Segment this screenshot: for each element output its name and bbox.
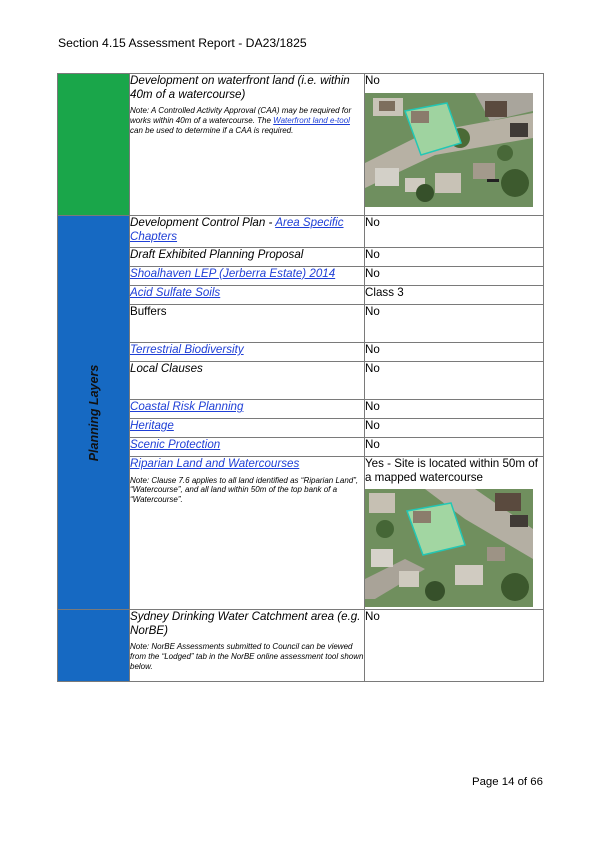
acid-cell: [130, 286, 365, 305]
waterfront-note-text-end: can be used to determine if a CAA is required.: [130, 125, 294, 135]
page-number: Page 14 of 66: [472, 776, 543, 788]
table-row: [58, 216, 544, 248]
terrestrial-biodiversity-link[interactable]: Terrestrial Biodiversity: [130, 343, 244, 356]
acid-sulfate-soils-link[interactable]: Acid Sulfate Soils: [130, 286, 221, 299]
draft-label: [130, 248, 365, 267]
riparian-value: Yes - Site is located within 50m of a mapped watercourse: [365, 457, 538, 484]
waterfront-cell: [130, 74, 365, 216]
table-row: [58, 419, 544, 438]
draft-value: No: [365, 248, 544, 267]
aerial-map-image: [365, 93, 533, 207]
coastal-risk-planning-link[interactable]: Coastal Risk Planning: [130, 400, 244, 413]
table-row: [58, 305, 544, 343]
local-clauses-cell: [130, 362, 365, 400]
waterfront-value: No: [365, 74, 380, 87]
lep-cell: [130, 267, 365, 286]
scenic-protection-link[interactable]: Scenic Protection: [130, 438, 221, 451]
heritage-cell: [130, 419, 365, 438]
buffers-value: No: [365, 305, 544, 343]
heritage-link[interactable]: Heritage: [130, 419, 174, 432]
aerial-map-image: [365, 489, 533, 607]
terrestrial-cell: [130, 343, 365, 362]
scenic-cell: [130, 438, 365, 457]
page-header: Section 4.15 Assessment Report - DA23/1825: [58, 36, 307, 50]
coastal-value: No: [365, 400, 544, 419]
table-row: [58, 248, 544, 267]
waterfront-note-text: Note: A Controlled Activity Approval (CAA) may be required for works within 40m of a watercourse. The: [130, 106, 352, 125]
waterfront-etool-link[interactable]: Waterfront land e-tool: [273, 115, 350, 125]
coastal-cell: [130, 400, 365, 419]
riparian-note: Note: Clause 7.6 applies to all land identified as “Riparian Land”, “Watercourse”, and all land within 50m of the top bank of a “Watercourse”.: [130, 475, 359, 505]
local-clauses-label: Local Clauses: [130, 362, 203, 375]
heritage-value: No: [365, 419, 544, 438]
local-value: No: [365, 362, 544, 400]
waterfront-note: [130, 106, 364, 135]
planning-layers-table: [57, 73, 544, 682]
waterfront-value-cell: [365, 74, 544, 216]
table-row: [58, 362, 544, 400]
table-row: [58, 286, 544, 305]
sydney-cell: [130, 610, 365, 682]
table-row: [58, 74, 544, 216]
lep-value: No: [365, 267, 544, 286]
planning-layers-label: Planning Layers: [86, 364, 101, 461]
green-side-band: [58, 74, 130, 216]
table-row: [58, 400, 544, 419]
table-row: [58, 267, 544, 286]
riparian-cell: [130, 457, 365, 610]
scenic-value: No: [365, 438, 544, 457]
lep-link[interactable]: Shoalhaven LEP (Jerberra Estate) 2014: [130, 267, 336, 280]
table-row: [58, 610, 544, 682]
sydney-note: Note: NorBE Assessments submitted to Council can be viewed from the “Lodged” tab in the NorBE online assessment tool shown below.: [130, 642, 364, 671]
buffers-label: Buffers: [130, 305, 365, 343]
dcp-value: No: [365, 216, 544, 248]
sydney-title: Sydney Drinking Water Catchment area (e.g. NorBE): [130, 610, 361, 637]
dcp-label: Development Control Plan -: [130, 216, 276, 229]
sydney-value: No: [365, 610, 544, 682]
acid-value: Class 3: [365, 286, 544, 305]
terrestrial-value: No: [365, 343, 544, 362]
planning-layers-side-band: [58, 216, 130, 610]
riparian-land-link[interactable]: Riparian Land and Watercourses: [130, 457, 300, 470]
riparian-value-cell: [365, 457, 544, 610]
waterfront-title: Development on waterfront land (i.e. within 40m of a watercourse): [130, 74, 350, 101]
table-row: [58, 343, 544, 362]
dcp-cell: [130, 216, 365, 248]
table-row: [58, 457, 544, 610]
planning-layers-side-band-end: [58, 610, 130, 682]
draft-label-text: Draft Exhibited Planning Proposal: [130, 248, 304, 261]
table-row: [58, 438, 544, 457]
area-specific-chapters-link[interactable]: Area Specific Chapters: [130, 216, 344, 243]
